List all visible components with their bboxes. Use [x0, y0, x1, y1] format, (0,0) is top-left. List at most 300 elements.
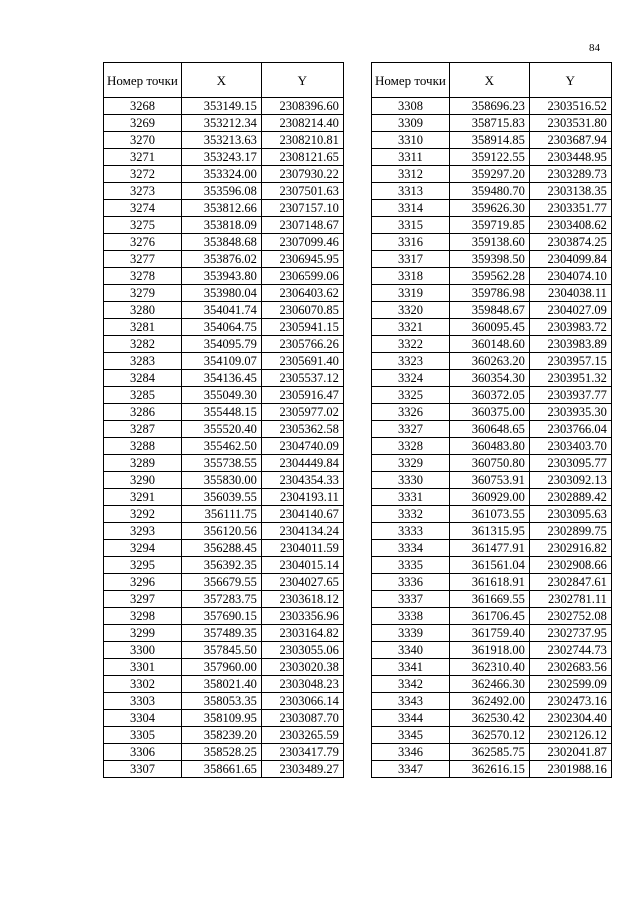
point-number-cell: 3329 [372, 455, 450, 472]
point-number-cell: 3270 [104, 132, 182, 149]
point-number-cell: 3295 [104, 557, 182, 574]
point-number-cell: 3345 [372, 727, 450, 744]
x-coordinate-cell: 355738.55 [181, 455, 261, 472]
point-number-cell: 3334 [372, 540, 450, 557]
x-coordinate-cell: 361561.04 [449, 557, 529, 574]
x-coordinate-cell: 361918.00 [449, 642, 529, 659]
y-coordinate-cell: 2308210.81 [261, 132, 343, 149]
x-coordinate-cell: 360929.00 [449, 489, 529, 506]
point-number-cell: 3304 [104, 710, 182, 727]
point-number-cell: 3307 [104, 761, 182, 778]
point-number-cell: 3276 [104, 234, 182, 251]
y-coordinate-cell: 2303408.62 [529, 217, 611, 234]
x-coordinate-cell: 355448.15 [181, 404, 261, 421]
y-coordinate-cell: 2303351.77 [529, 200, 611, 217]
x-coordinate-cell: 362310.40 [449, 659, 529, 676]
x-coordinate-cell: 360148.60 [449, 336, 529, 353]
table-row [372, 200, 612, 217]
x-coordinate-cell: 360263.20 [449, 353, 529, 370]
y-coordinate-cell: 2303531.80 [529, 115, 611, 132]
table-row [372, 98, 612, 115]
table-row [372, 761, 612, 778]
x-coordinate-cell: 359122.55 [449, 149, 529, 166]
point-number-cell: 3290 [104, 472, 182, 489]
x-coordinate-cell: 358053.35 [181, 693, 261, 710]
x-coordinate-cell: 353243.17 [181, 149, 261, 166]
table-row [372, 421, 612, 438]
y-coordinate-cell: 2302744.73 [529, 642, 611, 659]
point-number-cell: 3279 [104, 285, 182, 302]
table-row [104, 693, 344, 710]
point-number-cell: 3285 [104, 387, 182, 404]
point-number-cell: 3278 [104, 268, 182, 285]
x-coordinate-cell: 355049.30 [181, 387, 261, 404]
table-row [372, 489, 612, 506]
x-coordinate-cell: 359398.50 [449, 251, 529, 268]
point-number-cell: 3310 [372, 132, 450, 149]
y-coordinate-cell: 2307930.22 [261, 166, 343, 183]
y-coordinate-cell: 2305537.12 [261, 370, 343, 387]
y-coordinate-cell: 2307148.67 [261, 217, 343, 234]
coordinates-table-left [103, 62, 344, 778]
table-row [372, 183, 612, 200]
x-coordinate-cell: 353212.34 [181, 115, 261, 132]
table-row [104, 608, 344, 625]
point-number-cell: 3328 [372, 438, 450, 455]
point-number-cell: 3308 [372, 98, 450, 115]
y-coordinate-cell: 2303951.32 [529, 370, 611, 387]
table-row [104, 557, 344, 574]
x-coordinate-cell: 359297.20 [449, 166, 529, 183]
y-coordinate-cell: 2304354.33 [261, 472, 343, 489]
table-row [104, 336, 344, 353]
table-row [372, 659, 612, 676]
point-number-cell: 3324 [372, 370, 450, 387]
table-row [104, 234, 344, 251]
header-x: X [449, 63, 529, 98]
y-coordinate-cell: 2303957.15 [529, 353, 611, 370]
table-row [372, 302, 612, 319]
x-coordinate-cell: 361618.91 [449, 574, 529, 591]
table-row [104, 761, 344, 778]
table-row [104, 319, 344, 336]
y-coordinate-cell: 2303265.59 [261, 727, 343, 744]
table-row [104, 659, 344, 676]
point-number-cell: 3332 [372, 506, 450, 523]
x-coordinate-cell: 354041.74 [181, 302, 261, 319]
point-number-cell: 3342 [372, 676, 450, 693]
y-coordinate-cell: 2306599.06 [261, 268, 343, 285]
point-number-cell: 3330 [372, 472, 450, 489]
table-row [372, 472, 612, 489]
y-coordinate-cell: 2303138.35 [529, 183, 611, 200]
y-coordinate-cell: 2302899.75 [529, 523, 611, 540]
x-coordinate-cell: 358661.65 [181, 761, 261, 778]
x-coordinate-cell: 356392.35 [181, 557, 261, 574]
y-coordinate-cell: 2304027.09 [529, 302, 611, 319]
table-row [104, 353, 344, 370]
x-coordinate-cell: 354064.75 [181, 319, 261, 336]
x-coordinate-cell: 360375.00 [449, 404, 529, 421]
x-coordinate-cell: 353149.15 [181, 98, 261, 115]
table-row [372, 217, 612, 234]
table-row [372, 693, 612, 710]
point-number-cell: 3268 [104, 98, 182, 115]
table-body-right [372, 98, 612, 778]
point-number-cell: 3323 [372, 353, 450, 370]
point-number-cell: 3288 [104, 438, 182, 455]
y-coordinate-cell: 2302599.09 [529, 676, 611, 693]
x-coordinate-cell: 361073.55 [449, 506, 529, 523]
point-number-cell: 3287 [104, 421, 182, 438]
point-number-cell: 3315 [372, 217, 450, 234]
point-number-cell: 3303 [104, 693, 182, 710]
coordinates-table-right [371, 62, 612, 778]
x-coordinate-cell: 358021.40 [181, 676, 261, 693]
table-row [372, 642, 612, 659]
y-coordinate-cell: 2305977.02 [261, 404, 343, 421]
point-number-cell: 3346 [372, 744, 450, 761]
y-coordinate-cell: 2303935.30 [529, 404, 611, 421]
table-row [372, 608, 612, 625]
y-coordinate-cell: 2305362.58 [261, 421, 343, 438]
point-number-cell: 3289 [104, 455, 182, 472]
point-number-cell: 3318 [372, 268, 450, 285]
x-coordinate-cell: 361477.91 [449, 540, 529, 557]
y-coordinate-cell: 2304134.24 [261, 523, 343, 540]
y-coordinate-cell: 2303020.38 [261, 659, 343, 676]
x-coordinate-cell: 355520.40 [181, 421, 261, 438]
point-number-cell: 3277 [104, 251, 182, 268]
x-coordinate-cell: 360354.30 [449, 370, 529, 387]
x-coordinate-cell: 353980.04 [181, 285, 261, 302]
x-coordinate-cell: 362616.15 [449, 761, 529, 778]
table-row [104, 455, 344, 472]
y-coordinate-cell: 2303618.12 [261, 591, 343, 608]
y-coordinate-cell: 2306945.95 [261, 251, 343, 268]
y-coordinate-cell: 2303289.73 [529, 166, 611, 183]
x-coordinate-cell: 360095.45 [449, 319, 529, 336]
point-number-cell: 3320 [372, 302, 450, 319]
page-number: 84 [589, 42, 600, 54]
point-number-cell: 3338 [372, 608, 450, 625]
x-coordinate-cell: 353812.66 [181, 200, 261, 217]
table-row [372, 557, 612, 574]
x-coordinate-cell: 361315.95 [449, 523, 529, 540]
table-header-row [104, 63, 344, 98]
point-number-cell: 3337 [372, 591, 450, 608]
x-coordinate-cell: 361759.40 [449, 625, 529, 642]
x-coordinate-cell: 362492.00 [449, 693, 529, 710]
x-coordinate-cell: 356039.55 [181, 489, 261, 506]
point-number-cell: 3286 [104, 404, 182, 421]
table-row [372, 676, 612, 693]
x-coordinate-cell: 359719.85 [449, 217, 529, 234]
y-coordinate-cell: 2304015.14 [261, 557, 343, 574]
x-coordinate-cell: 358239.20 [181, 727, 261, 744]
x-coordinate-cell: 359786.98 [449, 285, 529, 302]
point-number-cell: 3292 [104, 506, 182, 523]
y-coordinate-cell: 2302041.87 [529, 744, 611, 761]
point-number-cell: 3284 [104, 370, 182, 387]
table-row [104, 370, 344, 387]
y-coordinate-cell: 2303087.70 [261, 710, 343, 727]
point-number-cell: 3347 [372, 761, 450, 778]
point-number-cell: 3271 [104, 149, 182, 166]
point-number-cell: 3327 [372, 421, 450, 438]
header-x: X [181, 63, 261, 98]
point-number-cell: 3301 [104, 659, 182, 676]
x-coordinate-cell: 355830.00 [181, 472, 261, 489]
y-coordinate-cell: 2303874.25 [529, 234, 611, 251]
point-number-cell: 3275 [104, 217, 182, 234]
y-coordinate-cell: 2306403.62 [261, 285, 343, 302]
point-number-cell: 3300 [104, 642, 182, 659]
point-number-cell: 3314 [372, 200, 450, 217]
table-row [372, 506, 612, 523]
table-row [104, 727, 344, 744]
y-coordinate-cell: 2303687.94 [529, 132, 611, 149]
y-coordinate-cell: 2302752.08 [529, 608, 611, 625]
x-coordinate-cell: 360483.80 [449, 438, 529, 455]
y-coordinate-cell: 2303448.95 [529, 149, 611, 166]
x-coordinate-cell: 353324.00 [181, 166, 261, 183]
y-coordinate-cell: 2304027.65 [261, 574, 343, 591]
y-coordinate-cell: 2305916.47 [261, 387, 343, 404]
x-coordinate-cell: 359138.60 [449, 234, 529, 251]
point-number-cell: 3325 [372, 387, 450, 404]
x-coordinate-cell: 356679.55 [181, 574, 261, 591]
table-row [372, 727, 612, 744]
y-coordinate-cell: 2307099.46 [261, 234, 343, 251]
point-number-cell: 3305 [104, 727, 182, 744]
header-point-number: Номер точки [372, 63, 450, 98]
y-coordinate-cell: 2304193.11 [261, 489, 343, 506]
table-row [104, 251, 344, 268]
table-row [104, 200, 344, 217]
x-coordinate-cell: 358914.85 [449, 132, 529, 149]
table-row [372, 336, 612, 353]
point-number-cell: 3294 [104, 540, 182, 557]
table-row [372, 353, 612, 370]
point-number-cell: 3274 [104, 200, 182, 217]
table-row [372, 149, 612, 166]
table-row [104, 285, 344, 302]
table-row [372, 132, 612, 149]
point-number-cell: 3296 [104, 574, 182, 591]
y-coordinate-cell: 2305691.40 [261, 353, 343, 370]
x-coordinate-cell: 353596.08 [181, 183, 261, 200]
y-coordinate-cell: 2302473.16 [529, 693, 611, 710]
table-row [372, 115, 612, 132]
y-coordinate-cell: 2305766.26 [261, 336, 343, 353]
y-coordinate-cell: 2303356.96 [261, 608, 343, 625]
x-coordinate-cell: 358109.95 [181, 710, 261, 727]
y-coordinate-cell: 2302847.61 [529, 574, 611, 591]
table-row [372, 438, 612, 455]
point-number-cell: 3283 [104, 353, 182, 370]
y-coordinate-cell: 2302737.95 [529, 625, 611, 642]
x-coordinate-cell: 359626.30 [449, 200, 529, 217]
table-row [104, 421, 344, 438]
y-coordinate-cell: 2303066.14 [261, 693, 343, 710]
table-row [104, 625, 344, 642]
y-coordinate-cell: 2305941.15 [261, 319, 343, 336]
table-row [104, 676, 344, 693]
table-row [104, 506, 344, 523]
point-number-cell: 3306 [104, 744, 182, 761]
point-number-cell: 3299 [104, 625, 182, 642]
x-coordinate-cell: 354109.07 [181, 353, 261, 370]
y-coordinate-cell: 2302916.82 [529, 540, 611, 557]
y-coordinate-cell: 2302126.12 [529, 727, 611, 744]
x-coordinate-cell: 360648.65 [449, 421, 529, 438]
table-row [372, 574, 612, 591]
table-row [104, 302, 344, 319]
y-coordinate-cell: 2303403.70 [529, 438, 611, 455]
point-number-cell: 3291 [104, 489, 182, 506]
point-number-cell: 3333 [372, 523, 450, 540]
x-coordinate-cell: 354095.79 [181, 336, 261, 353]
y-coordinate-cell: 2303092.13 [529, 472, 611, 489]
x-coordinate-cell: 361669.55 [449, 591, 529, 608]
table-row [372, 166, 612, 183]
table-row [104, 98, 344, 115]
point-number-cell: 3281 [104, 319, 182, 336]
y-coordinate-cell: 2308396.60 [261, 98, 343, 115]
table-row [104, 217, 344, 234]
y-coordinate-cell: 2303516.52 [529, 98, 611, 115]
table-row [104, 574, 344, 591]
table-row [104, 540, 344, 557]
x-coordinate-cell: 360750.80 [449, 455, 529, 472]
table-row [372, 268, 612, 285]
y-coordinate-cell: 2306070.85 [261, 302, 343, 319]
y-coordinate-cell: 2308121.65 [261, 149, 343, 166]
y-coordinate-cell: 2302908.66 [529, 557, 611, 574]
x-coordinate-cell: 359480.70 [449, 183, 529, 200]
x-coordinate-cell: 359848.67 [449, 302, 529, 319]
y-coordinate-cell: 2303048.23 [261, 676, 343, 693]
table-row [372, 455, 612, 472]
table-row [104, 438, 344, 455]
x-coordinate-cell: 362585.75 [449, 744, 529, 761]
point-number-cell: 3326 [372, 404, 450, 421]
y-coordinate-cell: 2303766.04 [529, 421, 611, 438]
point-number-cell: 3319 [372, 285, 450, 302]
table-row [372, 523, 612, 540]
y-coordinate-cell: 2307501.63 [261, 183, 343, 200]
x-coordinate-cell: 358528.25 [181, 744, 261, 761]
y-coordinate-cell: 2303095.63 [529, 506, 611, 523]
x-coordinate-cell: 362570.12 [449, 727, 529, 744]
point-number-cell: 3313 [372, 183, 450, 200]
table-row [372, 744, 612, 761]
point-number-cell: 3269 [104, 115, 182, 132]
y-coordinate-cell: 2304140.67 [261, 506, 343, 523]
table-row [104, 489, 344, 506]
y-coordinate-cell: 2304099.84 [529, 251, 611, 268]
x-coordinate-cell: 355462.50 [181, 438, 261, 455]
table-row [104, 387, 344, 404]
table-row [104, 472, 344, 489]
y-coordinate-cell: 2307157.10 [261, 200, 343, 217]
x-coordinate-cell: 358715.83 [449, 115, 529, 132]
y-coordinate-cell: 2303983.89 [529, 336, 611, 353]
y-coordinate-cell: 2308214.40 [261, 115, 343, 132]
y-coordinate-cell: 2303983.72 [529, 319, 611, 336]
x-coordinate-cell: 353876.02 [181, 251, 261, 268]
point-number-cell: 3282 [104, 336, 182, 353]
table-row [104, 183, 344, 200]
y-coordinate-cell: 2304038.11 [529, 285, 611, 302]
x-coordinate-cell: 356120.56 [181, 523, 261, 540]
point-number-cell: 3302 [104, 676, 182, 693]
header-y: Y [529, 63, 611, 98]
point-number-cell: 3344 [372, 710, 450, 727]
x-coordinate-cell: 356111.75 [181, 506, 261, 523]
point-number-cell: 3317 [372, 251, 450, 268]
y-coordinate-cell: 2302889.42 [529, 489, 611, 506]
x-coordinate-cell: 353818.09 [181, 217, 261, 234]
x-coordinate-cell: 360753.91 [449, 472, 529, 489]
x-coordinate-cell: 356288.45 [181, 540, 261, 557]
x-coordinate-cell: 358696.23 [449, 98, 529, 115]
y-coordinate-cell: 2304449.84 [261, 455, 343, 472]
table-row [372, 710, 612, 727]
point-number-cell: 3339 [372, 625, 450, 642]
header-y: Y [261, 63, 343, 98]
point-number-cell: 3336 [372, 574, 450, 591]
table-row [372, 234, 612, 251]
table-row [104, 523, 344, 540]
x-coordinate-cell: 357845.50 [181, 642, 261, 659]
point-number-cell: 3321 [372, 319, 450, 336]
point-number-cell: 3280 [104, 302, 182, 319]
table-row [372, 625, 612, 642]
x-coordinate-cell: 361706.45 [449, 608, 529, 625]
table-row [104, 642, 344, 659]
x-coordinate-cell: 362466.30 [449, 676, 529, 693]
table-row [104, 132, 344, 149]
point-number-cell: 3272 [104, 166, 182, 183]
x-coordinate-cell: 360372.05 [449, 387, 529, 404]
y-coordinate-cell: 2304074.10 [529, 268, 611, 285]
y-coordinate-cell: 2303937.77 [529, 387, 611, 404]
y-coordinate-cell: 2304740.09 [261, 438, 343, 455]
table-row [372, 285, 612, 302]
point-number-cell: 3312 [372, 166, 450, 183]
point-number-cell: 3340 [372, 642, 450, 659]
point-number-cell: 3341 [372, 659, 450, 676]
table-row [372, 540, 612, 557]
point-number-cell: 3298 [104, 608, 182, 625]
y-coordinate-cell: 2302304.40 [529, 710, 611, 727]
y-coordinate-cell: 2303164.82 [261, 625, 343, 642]
point-number-cell: 3343 [372, 693, 450, 710]
point-number-cell: 3331 [372, 489, 450, 506]
table-row [372, 404, 612, 421]
y-coordinate-cell: 2303489.27 [261, 761, 343, 778]
y-coordinate-cell: 2303095.77 [529, 455, 611, 472]
y-coordinate-cell: 2304011.59 [261, 540, 343, 557]
point-number-cell: 3322 [372, 336, 450, 353]
x-coordinate-cell: 353943.80 [181, 268, 261, 285]
table-row [372, 370, 612, 387]
y-coordinate-cell: 2303417.79 [261, 744, 343, 761]
x-coordinate-cell: 354136.45 [181, 370, 261, 387]
table-row [372, 251, 612, 268]
